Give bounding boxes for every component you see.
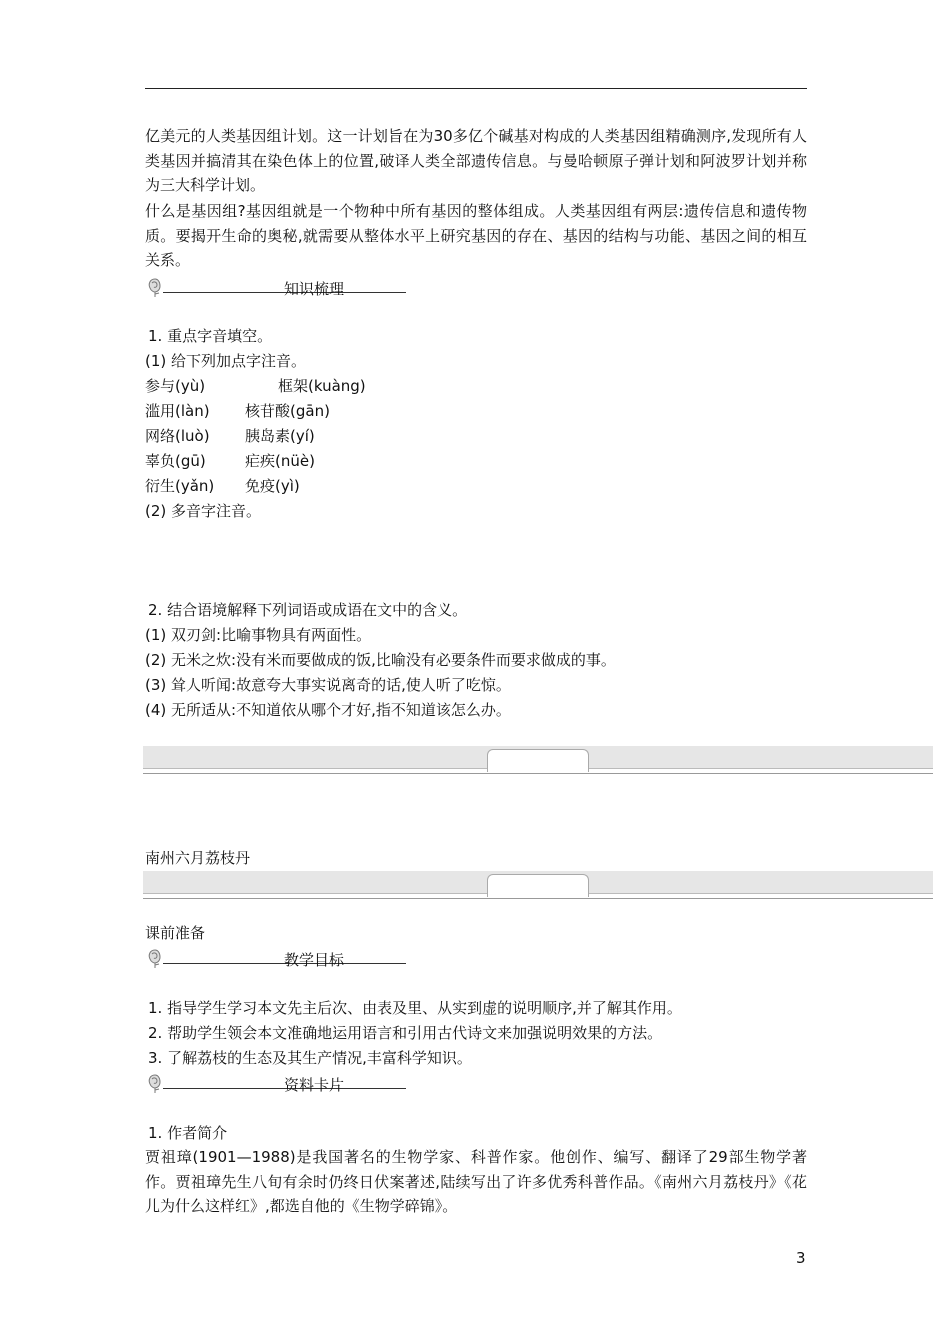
definition-item: (4) 无所适从:不知道依从哪个才好,指不知道该怎么办。 [145, 701, 511, 719]
sub-question-1: (1) 给下列加点字注音。 [145, 352, 307, 370]
sub-question-2: (2) 多音字注音。 [145, 502, 262, 520]
divider-tab [487, 749, 589, 772]
section-divider-band [143, 871, 933, 901]
pronunciation-item: 核苷酸(gān) [245, 402, 330, 420]
section-heading-goals [145, 947, 445, 973]
intro-paragraph-1: 亿美元的人类基因组计划。这一计划旨在为30多亿个碱基对构成的人类基因组精确测序,发现所有人类基因并搞清其在染色体上的位置,破译人类全部遗传信息。与曼哈顿原子弹计划和阿波罗计划并称为三大科学计划。 [145, 127, 807, 194]
pronunciation-item: 免疫(yì) [245, 477, 300, 495]
section-title-knowledge: 知识梳理 [284, 280, 345, 298]
pronunciation-item: 滥用(làn) [145, 402, 210, 420]
section-divider-band [143, 746, 933, 776]
definition-item: (2) 无米之炊:没有米而要做成的饭,比喻没有必要条件而要求做成的事。 [145, 651, 616, 669]
definition-item: (3) 耸人听闻:故意夸大事实说离奇的话,使人听了吃惊。 [145, 676, 511, 694]
rose-icon [145, 947, 165, 969]
pronunciation-item: 胰岛素(yí) [245, 427, 315, 445]
pronunciation-item: 网络(luò) [145, 427, 210, 445]
pronunciation-item: 衍生(yǎn) [145, 477, 215, 495]
question-2-title: 2. 结合语境解释下列词语或成语在文中的含义。 [148, 601, 468, 619]
goal-item: 3. 了解荔枝的生态及其生产情况,丰富科学知识。 [148, 1049, 472, 1067]
section-title-card: 资料卡片 [284, 1076, 345, 1094]
header-rule [145, 88, 807, 89]
section-title-goals: 教学目标 [284, 951, 345, 969]
author-heading: 1. 作者简介 [148, 1124, 228, 1142]
rose-icon [145, 1072, 165, 1094]
pronunciation-item: 疟疾(nüè) [245, 452, 315, 470]
pronunciation-item: 辜负(gū) [145, 452, 206, 470]
author-paragraph: 贾祖璋(1901—1988)是我国著名的生物学家、科普作家。他创作、编写、翻译了29部生物学著作。贾祖璋先生八旬有余时仍终日伏案著述,陆续写出了许多优秀科普作品。《南州六月荔枝丹》《花儿为什么这样红》,都选自他的《生物学碎锦》。 [145, 1148, 807, 1215]
goal-item: 2. 帮助学生领会本文准确地运用语言和引用古代诗文来加强说明效果的方法。 [148, 1024, 663, 1042]
lesson-title: 南州六月荔枝丹 [145, 849, 251, 867]
pronunciation-item: 框架(kuàng) [278, 377, 366, 395]
intro-paragraph-2: 什么是基因组?基因组就是一个物种中所有基因的整体组成。人类基因组有两层:遗传信息和遗传物质。要揭开生命的奥秘,就需要从整体水平上研究基因的存在、基因的结构与功能、基因之间的相互关系。 [145, 202, 807, 269]
pronunciation-item: 参与(yù) [145, 377, 206, 395]
rose-icon [145, 276, 165, 298]
section-heading-knowledge [145, 276, 445, 302]
prep-heading: 课前准备 [145, 924, 206, 942]
divider-tab [487, 874, 589, 897]
question-1-title: 1. 重点字音填空。 [148, 327, 273, 345]
page-number: 3 [796, 1249, 806, 1267]
definition-item: (1) 双刃剑:比喻事物具有两面性。 [145, 626, 372, 644]
goal-item: 1. 指导学生学习本文先主后次、由表及里、从实到虚的说明顺序,并了解其作用。 [148, 999, 682, 1017]
section-heading-card [145, 1072, 445, 1098]
